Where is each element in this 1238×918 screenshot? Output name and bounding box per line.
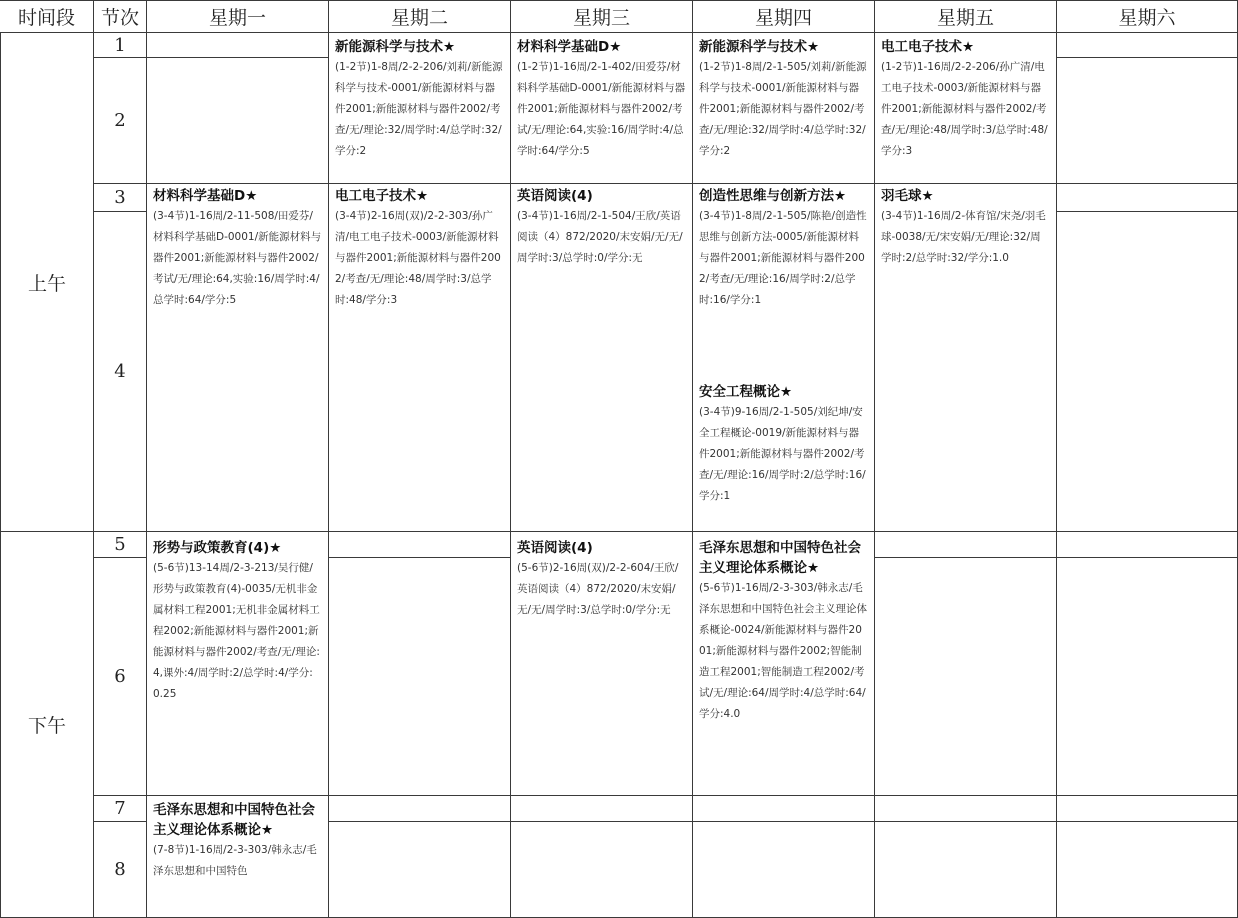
course-title: 材料科学基础D★ xyxy=(153,188,258,204)
slot-fri-34 xyxy=(875,184,1057,532)
course-detail: (1-2节)1-16周/2-2-206/孙广清/电工电子技术-0003/新能源材料与器件2001;新能源材料与器件2002/考查/无/理论:48/周学时:3/总学时:48/学分:3 xyxy=(881,61,1048,157)
course-detail: (3-4节)2-16周(双)/2-2-303/孙广清/电工电子技术-0003/新能源材料与器件2001;新能源材料与器件2002/考查/无/理论:48/周学时:3/总学时:48/学分:3 xyxy=(335,210,501,306)
slot-fri-12 xyxy=(875,33,1057,184)
slot-mon-34 xyxy=(147,184,329,532)
slot-empty xyxy=(693,822,875,918)
course-title: 创造性思维与创新方法★ xyxy=(699,188,847,204)
session-number: 3 xyxy=(94,184,147,212)
course-title: 羽毛球★ xyxy=(881,188,934,204)
course-title: 形势与政策教育(4)★ xyxy=(153,540,282,556)
slot-empty xyxy=(329,558,511,796)
course-detail: (1-2节)1-16周/2-1-402/田爱芬/材料科学基础D-0001/新能源材料与器件2001;新能源材料与器件2002/考试/无/理论:64,实验:16/周学时:4/总学时:64/学分:5 xyxy=(517,61,686,157)
slot-empty xyxy=(875,558,1057,796)
course-title: 材料科学基础D★ xyxy=(517,39,622,55)
slot-empty xyxy=(329,532,511,558)
session-number: 4 xyxy=(94,212,147,532)
course-card[interactable] xyxy=(875,35,1056,164)
header-day-sat: 星期六 xyxy=(1057,0,1238,33)
slot-wed-12 xyxy=(511,33,693,184)
course-detail: (5-6节)2-16周(双)/2-2-604/王欣/英语阅读（4）872/2020/末安娟/无/无/周学时:3/总学时:0/学分:无 xyxy=(517,562,679,616)
course-card[interactable] xyxy=(329,35,510,164)
session-number: 5 xyxy=(94,532,147,558)
course-card[interactable] xyxy=(693,536,874,727)
course-title: 新能源科学与技术★ xyxy=(335,39,456,55)
header-day-mon: 星期一 xyxy=(147,0,329,33)
header-day-thu: 星期四 xyxy=(693,0,875,33)
course-title: 安全工程概论★ xyxy=(699,384,793,400)
course-title: 电工电子技术★ xyxy=(335,188,429,204)
course-detail: (3-4节)1-16周/2-体育馆/宋尧/羽毛球-0038/无/宋安娟/无/理论:32/周学时:2/总学时:32/学分:1.0 xyxy=(881,210,1046,264)
course-detail: (3-4节)1-16周/2-11-508/田爱芬/材料科学基础D-0001/新能源材料与器件2001;新能源材料与器件2002/考试/无/理论:64,实验:16/周学时:4/总学时:64/学分:5 xyxy=(153,210,322,306)
slot-empty xyxy=(329,796,511,822)
course-detail: (5-6节)1-16周/2-3-303/韩永志/毛泽东思想和中国特色社会主义理论体系概论-0024/新能源材料与器件2001;新能源材料与器件2002;智能制造工程2001;智能制造工程2002/考试/无/理论:64/周学时:4/总学时:64/学分:4.0 xyxy=(699,582,867,720)
course-card[interactable] xyxy=(511,536,692,623)
course-card[interactable] xyxy=(511,184,692,271)
slot-empty xyxy=(875,796,1057,822)
period-morning: 上午 xyxy=(0,33,94,532)
course-title: 英语阅读(4) xyxy=(517,540,593,556)
slot-empty xyxy=(1057,58,1238,184)
session-number: 8 xyxy=(94,822,147,918)
course-card[interactable] xyxy=(329,184,510,313)
session-number: 7 xyxy=(94,796,147,822)
header-day-wed: 星期三 xyxy=(511,0,693,33)
slot-thu-56 xyxy=(693,532,875,796)
slot-empty xyxy=(875,532,1057,558)
course-card[interactable] xyxy=(147,536,328,707)
slot-empty xyxy=(1057,558,1238,796)
course-title: 英语阅读(4) xyxy=(517,188,593,204)
course-card[interactable] xyxy=(693,380,874,509)
slot-empty xyxy=(1057,532,1238,558)
slot-empty xyxy=(511,822,693,918)
slot-empty xyxy=(1057,33,1238,58)
course-card[interactable] xyxy=(693,184,874,313)
slot-empty xyxy=(693,796,875,822)
course-detail: (7-8节)1-16周/2-3-303/韩永志/毛泽东思想和中国特色 xyxy=(153,844,317,877)
slot-mon-78 xyxy=(147,796,329,918)
course-title: 毛泽东思想和中国特色社会主义理论体系概论★ xyxy=(699,540,861,576)
course-detail: (3-4节)1-8周/2-1-505/陈艳/创造性思维与创新方法-0005/新能源材料与器件2001;新能源材料与器件2002/考查/无/理论:16/周学时:2/总学时:16/学分:1 xyxy=(699,210,867,306)
header-session: 节次 xyxy=(94,0,147,33)
slot-empty xyxy=(329,822,511,918)
course-card[interactable] xyxy=(693,35,874,164)
slot-empty xyxy=(1057,184,1238,212)
course-card[interactable] xyxy=(511,35,692,164)
course-detail: (3-4节)1-16周/2-1-504/王欣/英语阅读（4）872/2020/末安娟/无/无/周学时:3/总学时:0/学分:无 xyxy=(517,210,683,264)
slot-tue-12 xyxy=(329,33,511,184)
course-card[interactable] xyxy=(147,184,328,313)
course-card[interactable] xyxy=(147,798,328,884)
slot-empty xyxy=(1057,796,1238,822)
course-detail: (3-4节)9-16周/2-1-505/刘纪坤/安全工程概论-0019/新能源材料与器件2001;新能源材料与器件2002/考查/无/理论:16/周学时:2/总学时:16/学分:1 xyxy=(699,406,866,502)
course-detail: (1-2节)1-8周/2-1-505/刘莉/新能源科学与技术-0001/新能源材料与器件2001;新能源材料与器件2002/考查/无/理论:32/周学时:4/总学时:32/学分:2 xyxy=(699,61,867,157)
slot-empty xyxy=(147,33,329,58)
course-title: 新能源科学与技术★ xyxy=(699,39,820,55)
slot-empty xyxy=(875,822,1057,918)
header-period: 时间段 xyxy=(0,0,94,33)
header-day-fri: 星期五 xyxy=(875,0,1057,33)
header-day-tue: 星期二 xyxy=(329,0,511,33)
slot-empty xyxy=(1057,212,1238,532)
slot-empty xyxy=(511,796,693,822)
slot-wed-34 xyxy=(511,184,693,532)
course-detail: (1-2节)1-8周/2-2-206/刘莉/新能源科学与技术-0001/新能源材料与器件2001;新能源材料与器件2002/考查/无/理论:32/周学时:4/总学时:32/学分:2 xyxy=(335,61,503,157)
slot-mon-56 xyxy=(147,532,329,796)
course-card[interactable] xyxy=(875,184,1056,271)
slot-thu-12 xyxy=(693,33,875,184)
session-number: 1 xyxy=(94,33,147,58)
course-title: 毛泽东思想和中国特色社会主义理论体系概论★ xyxy=(153,802,315,838)
slot-tue-34 xyxy=(329,184,511,532)
course-title: 电工电子技术★ xyxy=(881,39,975,55)
slot-wed-56 xyxy=(511,532,693,796)
slot-thu-34 xyxy=(693,184,875,532)
course-detail: (5-6节)13-14周/2-3-213/吴行健/形势与政策教育(4)-0035/无机非金属材料工程2001;无机非金属材料工程2002;新能源材料与器件2001;新能源材料与器件2002/考查/无/理论:4,课外:4/周学时:2/总学时:4/学分:0.25 xyxy=(153,562,320,700)
slot-empty xyxy=(1057,822,1238,918)
session-number: 2 xyxy=(94,58,147,184)
session-number: 6 xyxy=(94,558,147,796)
period-afternoon: 下午 xyxy=(0,532,94,918)
slot-empty xyxy=(147,58,329,184)
